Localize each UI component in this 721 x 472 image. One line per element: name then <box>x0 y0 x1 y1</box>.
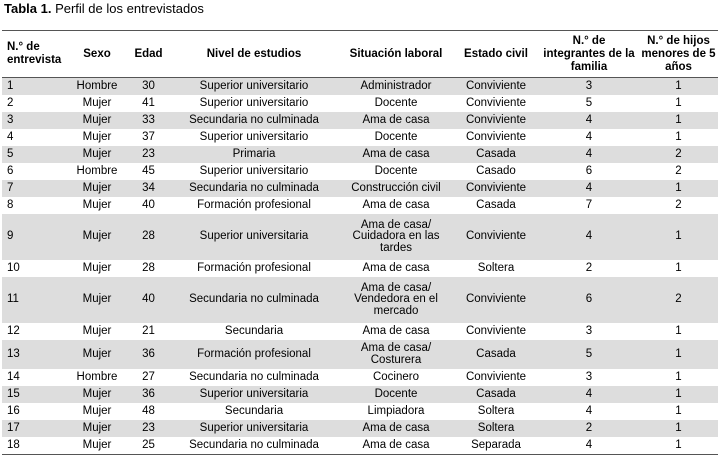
table-row <box>2 420 718 437</box>
table-row <box>2 323 718 340</box>
cell-integrantes: 3 <box>585 79 593 92</box>
cell-sexo: Mujer <box>82 96 112 109</box>
cell-edad: 45 <box>142 164 155 177</box>
cell-id: 14 <box>7 370 20 383</box>
cell-nivel: Secundaria no culminada <box>189 438 319 451</box>
cell-id: 13 <box>7 347 20 360</box>
cell-estado: Conviviente <box>465 96 527 109</box>
cell-situacion: Ama de casa <box>362 113 430 126</box>
cell-id: 12 <box>7 324 20 337</box>
cell-hijos: 1 <box>675 79 682 92</box>
cell-edad: 36 <box>142 347 155 360</box>
cell-edad: 48 <box>142 404 155 417</box>
cell-id: 9 <box>7 230 14 243</box>
table-row <box>2 277 718 323</box>
cell-nivel: Secundaria no culminada <box>189 370 319 383</box>
cell-hijos: 1 <box>675 421 682 434</box>
cell-hijos: 1 <box>675 181 682 194</box>
table-row <box>2 78 718 96</box>
cell-integrantes: 4 <box>585 387 593 400</box>
header-situacion: Situación laboral <box>349 47 443 60</box>
table-row <box>2 146 718 163</box>
cell-sexo: Mujer <box>82 261 112 274</box>
cell-nivel: Superior universitaria <box>199 421 309 434</box>
cell-situacion: Docente <box>374 387 418 400</box>
cell-estado: Conviviente <box>465 130 527 143</box>
cell-sexo: Mujer <box>82 347 112 360</box>
header-id: N.° de entrevista <box>7 41 62 66</box>
table-row <box>2 112 718 129</box>
cell-edad: 23 <box>142 421 155 434</box>
cell-nivel: Secundaria no culminada <box>189 181 319 194</box>
interviewee-profile-table <box>2 30 718 455</box>
cell-id: 3 <box>7 113 14 126</box>
cell-hijos: 2 <box>675 198 682 211</box>
cell-estado: Soltera <box>477 261 515 274</box>
header-nivel: Nivel de estudios <box>206 47 302 60</box>
table-row <box>2 95 718 112</box>
cell-nivel: Superior universitario <box>199 130 309 143</box>
cell-edad: 28 <box>142 261 155 274</box>
cell-estado: Conviviente <box>465 113 527 126</box>
cell-estado: Conviviente <box>465 293 527 306</box>
table-row <box>2 163 718 180</box>
cell-id: 17 <box>7 421 20 434</box>
table-row <box>2 197 718 214</box>
cell-hijos: 1 <box>675 404 682 417</box>
cell-id: 2 <box>7 96 14 109</box>
cell-situacion: Ama de casa/ Costurera <box>360 342 432 366</box>
cell-sexo: Mujer <box>82 324 112 337</box>
table-row <box>2 369 718 386</box>
cell-nivel: Superior universitaria <box>199 387 309 400</box>
header-integrantes: N.° de integrantes de la familia <box>543 34 635 73</box>
cell-estado: Conviviente <box>465 324 527 337</box>
header-edad: Edad <box>134 47 163 60</box>
cell-nivel: Formación profesional <box>197 347 311 360</box>
cell-integrantes: 6 <box>585 164 593 177</box>
cell-estado: Casada <box>476 387 516 400</box>
cell-hijos: 1 <box>675 230 682 243</box>
cell-estado: Casado <box>476 164 516 177</box>
cell-situacion: Limpiadora <box>367 404 425 417</box>
cell-hijos: 2 <box>675 293 682 306</box>
cell-id: 5 <box>7 147 14 160</box>
cell-edad: 25 <box>142 438 155 451</box>
cell-hijos: 1 <box>675 324 682 337</box>
cell-nivel: Secundaria no culminada <box>189 293 319 306</box>
cell-hijos: 1 <box>675 387 682 400</box>
header-estado: Estado civil <box>464 47 528 60</box>
cell-sexo: Mujer <box>82 181 112 194</box>
cell-hijos: 1 <box>675 370 682 383</box>
cell-sexo: Mujer <box>82 130 112 143</box>
cell-estado: Casada <box>476 147 516 160</box>
cell-estado: Separada <box>471 438 521 451</box>
cell-integrantes: 5 <box>585 347 593 360</box>
cell-id: 18 <box>7 438 20 451</box>
cell-edad: 21 <box>142 324 155 337</box>
cell-nivel: Superior universitario <box>199 96 309 109</box>
table-header-row <box>2 31 718 78</box>
cell-estado: Soltera <box>477 404 515 417</box>
cell-estado: Conviviente <box>465 230 527 243</box>
header-sexo: Sexo <box>83 47 111 60</box>
cell-edad: 27 <box>142 370 155 383</box>
cell-integrantes: 7 <box>585 198 593 211</box>
table-caption <box>4 1 204 17</box>
cell-integrantes: 4 <box>585 113 593 126</box>
cell-sexo: Hombre <box>76 370 118 383</box>
cell-edad: 28 <box>142 230 155 243</box>
cell-hijos: 2 <box>675 147 682 160</box>
cell-hijos: 2 <box>675 164 682 177</box>
cell-estado: Conviviente <box>465 79 527 92</box>
cell-id: 6 <box>7 164 14 177</box>
cell-sexo: Mujer <box>82 198 112 211</box>
cell-estado: Conviviente <box>465 370 527 383</box>
cell-situacion: Ama de casa <box>362 147 430 160</box>
cell-integrantes: 4 <box>585 147 593 160</box>
cell-integrantes: 3 <box>585 370 593 383</box>
cell-integrantes: 3 <box>585 324 593 337</box>
cell-edad: 33 <box>142 113 155 126</box>
cell-hijos: 1 <box>675 261 682 274</box>
cell-situacion: Construcción civil <box>351 181 441 194</box>
cell-edad: 36 <box>142 387 155 400</box>
cell-situacion: Ama de casa/ Cuidadora en las tardes <box>352 218 440 254</box>
cell-sexo: Mujer <box>82 293 112 306</box>
cell-integrantes: 4 <box>585 404 593 417</box>
cell-integrantes: 4 <box>585 181 593 194</box>
cell-hijos: 1 <box>675 347 682 360</box>
cell-situacion: Docente <box>374 130 418 143</box>
cell-situacion: Docente <box>374 96 418 109</box>
cell-integrantes: 2 <box>585 261 593 274</box>
cell-nivel: Formación profesional <box>197 198 311 211</box>
table-body <box>2 78 718 455</box>
cell-situacion: Cocinero <box>372 370 420 383</box>
table-row <box>2 437 718 455</box>
table-row <box>2 129 718 146</box>
cell-edad: 30 <box>142 79 155 92</box>
cell-sexo: Mujer <box>82 147 112 160</box>
cell-situacion: Ama de casa <box>362 324 430 337</box>
table-row <box>2 403 718 420</box>
cell-integrantes: 4 <box>585 130 593 143</box>
table-row <box>2 214 718 260</box>
cell-id: 1 <box>7 79 14 92</box>
cell-nivel: Superior universitaria <box>199 230 309 243</box>
cell-situacion: Ama de casa <box>362 438 430 451</box>
cell-sexo: Mujer <box>82 438 112 451</box>
table-row <box>2 386 718 403</box>
table-row <box>2 180 718 197</box>
cell-sexo: Mujer <box>82 113 112 126</box>
cell-sexo: Hombre <box>76 164 118 177</box>
cell-sexo: Mujer <box>82 421 112 434</box>
cell-nivel: Secundaria no culminada <box>189 113 319 126</box>
cell-situacion: Ama de casa/ Vendedora en el mercado <box>354 281 438 317</box>
table-row <box>2 340 718 369</box>
table-row <box>2 260 718 277</box>
cell-sexo: Mujer <box>82 404 112 417</box>
header-hijos: N.° de hijos menores de 5 años <box>641 34 716 73</box>
cell-sexo: Mujer <box>82 387 112 400</box>
cell-nivel: Formación profesional <box>197 261 311 274</box>
cell-nivel: Superior universitario <box>199 164 309 177</box>
cell-id: 7 <box>7 181 14 194</box>
cell-hijos: 1 <box>675 130 682 143</box>
table-caption-label: Tabla 1. <box>4 1 52 16</box>
cell-sexo: Mujer <box>82 230 112 243</box>
cell-estado: Casada <box>476 347 516 360</box>
cell-situacion: Docente <box>374 164 418 177</box>
cell-nivel: Primaria <box>232 147 276 160</box>
cell-edad: 37 <box>142 130 155 143</box>
cell-id: 16 <box>7 404 20 417</box>
cell-nivel: Secundaria <box>224 404 284 417</box>
cell-id: 15 <box>7 387 20 400</box>
cell-edad: 40 <box>142 293 155 306</box>
cell-estado: Conviviente <box>465 181 527 194</box>
cell-integrantes: 6 <box>585 293 593 306</box>
cell-situacion: Ama de casa <box>362 421 430 434</box>
cell-situacion: Ama de casa <box>362 198 430 211</box>
cell-estado: Soltera <box>477 421 515 434</box>
cell-integrantes: 4 <box>585 438 593 451</box>
cell-id: 4 <box>7 130 14 143</box>
cell-id: 11 <box>7 293 19 306</box>
cell-hijos: 1 <box>675 438 682 451</box>
cell-integrantes: 2 <box>585 421 593 434</box>
cell-situacion: Ama de casa <box>362 261 430 274</box>
cell-edad: 34 <box>142 181 155 194</box>
cell-integrantes: 4 <box>585 230 593 243</box>
cell-sexo: Hombre <box>76 79 118 92</box>
cell-nivel: Secundaria <box>224 324 284 337</box>
cell-id: 10 <box>7 261 20 274</box>
cell-nivel: Superior universitario <box>199 79 309 92</box>
cell-edad: 40 <box>142 198 155 211</box>
cell-estado: Casada <box>476 198 516 211</box>
table-caption-text: Perfil de los entrevistados <box>55 1 204 16</box>
cell-hijos: 1 <box>675 96 682 109</box>
cell-edad: 41 <box>142 96 155 109</box>
cell-situacion: Administrador <box>360 79 432 92</box>
cell-integrantes: 5 <box>585 96 593 109</box>
cell-hijos: 1 <box>675 113 682 126</box>
cell-edad: 23 <box>142 147 155 160</box>
cell-id: 8 <box>7 198 14 211</box>
